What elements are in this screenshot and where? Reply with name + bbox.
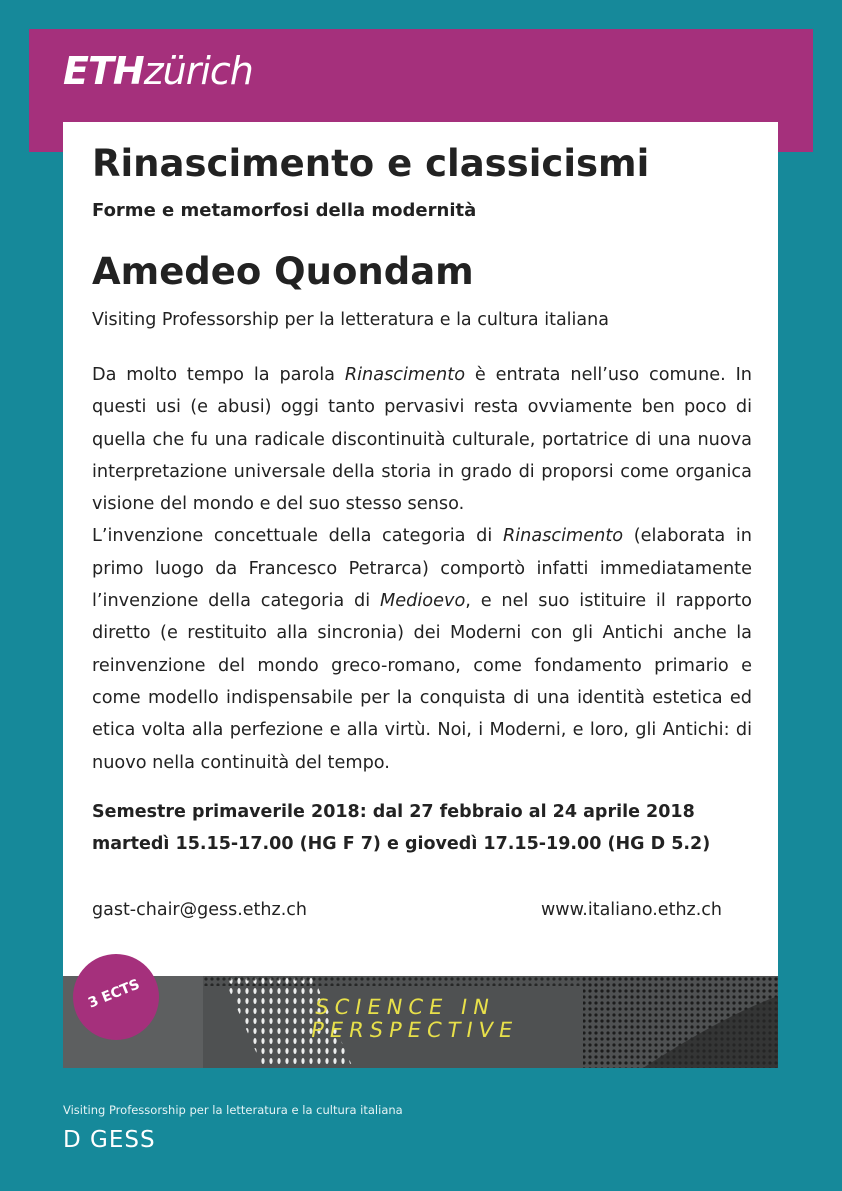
ects-badge: 3 ECTS [73, 954, 159, 1040]
logo-eth-text: ETH [63, 49, 144, 93]
website-link[interactable]: www.italiano.ethz.ch [540, 900, 722, 920]
description-paragraph-1: Da molto tempo la parola Rinascimento è entrata nell’uso comune. In questi usi (e abusi) oggi tanto pervasivi resta ovviamente ben poco di quella che fu una radicale discontinuità culturale, portatrice di una nuova interpretazione universale della storia in grado di proporsi come organica visione del mondo e del suo stesso senso. [92, 365, 752, 515]
page-title: Rinascimento e classicismi [92, 142, 650, 185]
page-subtitle: Forme e metamorfosi della modernità [92, 200, 477, 221]
schedule [92, 796, 752, 860]
content-panel [63, 122, 778, 1068]
description [92, 359, 752, 779]
eth-logo [63, 49, 253, 93]
schedule-semester: Semestre primaverile 2018: dal 27 febbraio al 24 aprile 2018 [92, 802, 695, 822]
author-role: Visiting Professorship per la letteratura e la cultura italiana [92, 310, 609, 330]
contact-email[interactable]: gast-chair@gess.ethz.ch [92, 900, 307, 920]
logo-zurich-text: zürich [143, 49, 253, 93]
schedule-times: martedì 15.15-17.00 (HG F 7) e giovedì 17.15-19.00 (HG D 5.2) [92, 834, 711, 854]
author-name: Amedeo Quondam [92, 250, 474, 293]
banner-text: SCIENCE IN PERSPECTIVE [308, 995, 521, 1043]
footer-professorship: Visiting Professorship per la letteratura e la cultura italiana [63, 1103, 403, 1117]
science-in-perspective-banner [63, 976, 778, 1068]
department-label: D GESS [63, 1127, 156, 1153]
description-paragraph-2: L’invenzione concettuale della categoria di Rinascimento (elaborata in primo luogo da Francesco Petrarca) comportò infatti immediatamente l’invenzione della categoria di Medioevo, e nel suo istituire il rapporto diretto (e restituito alla sincronia) dei Moderni con gli Antichi anche la reinvenzione del mondo greco-romano, come fondamento primario e come modello indispensabile per la conquista di una identità estetica ed etica volta alla perfezione e alla virtù. Noi, i Moderni, e loro, gli Antichi: di nuovo nella continuità del tempo. [92, 526, 752, 773]
